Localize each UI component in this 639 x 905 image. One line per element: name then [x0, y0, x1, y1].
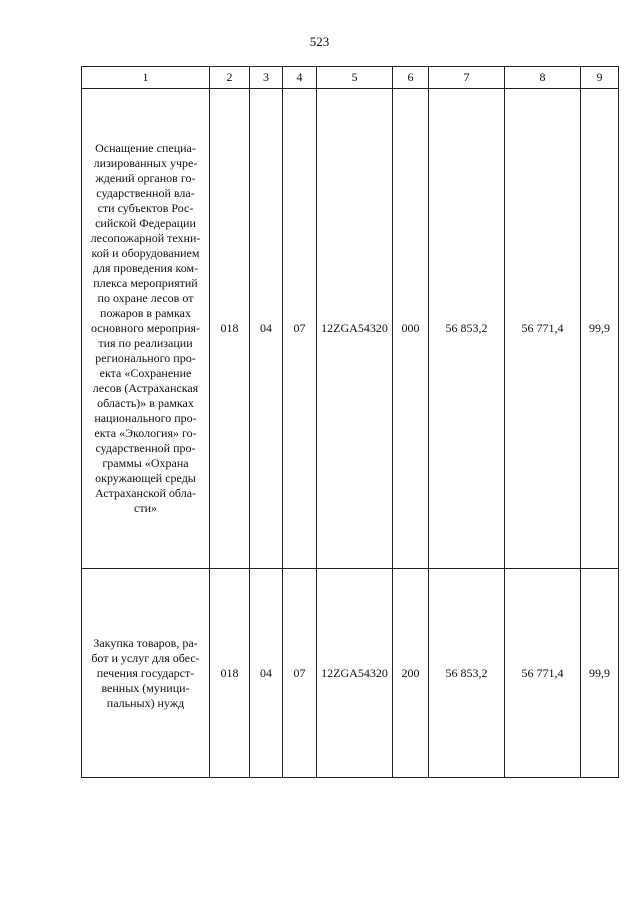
budget-table — [81, 66, 619, 778]
row-name-cell — [82, 89, 210, 569]
section-code-cell: 04 — [250, 569, 283, 778]
actual-amount-cell: 56 771,4 — [505, 569, 581, 778]
expense-type-cell: 200 — [393, 569, 429, 778]
percent-cell: 99,9 — [581, 89, 619, 569]
subsection-code-cell: 07 — [283, 569, 317, 778]
planned-amount-cell: 56 853,2 — [429, 569, 505, 778]
column-header-9: 9 — [581, 67, 619, 89]
target-article-cell: 12ZGA54320 — [317, 89, 393, 569]
row-name-text: Оснащение специа- лизированных учре- ждений органов го- сударственной вла- сти субъектов Рос- сийской Федерации лесопожарной техни- кой и оборудованием для проведения ком- плекса мероприятий по охране лесов от пожаров в рамках основного мероприя- тия по реализации регионального про- екта «Сохранение лесов (Астраханская область)» в рамках национального про- екта «Экология» го- сударственной про- граммы «Охрана окружающей среды Астраханской обла- сти» — [90, 141, 201, 515]
column-header-7: 7 — [429, 67, 505, 89]
column-header-1: 1 — [82, 67, 210, 89]
column-header-5: 5 — [317, 67, 393, 89]
column-header-6: 6 — [393, 67, 429, 89]
row-name-cell — [82, 569, 210, 778]
ministry-code-cell: 018 — [210, 569, 250, 778]
ministry-code-cell: 018 — [210, 89, 250, 569]
column-header-8: 8 — [505, 67, 581, 89]
section-code-cell: 04 — [250, 89, 283, 569]
planned-amount-cell: 56 853,2 — [429, 89, 505, 569]
target-article-cell: 12ZGA54320 — [317, 569, 393, 778]
column-header-2: 2 — [210, 67, 250, 89]
column-header-4: 4 — [283, 67, 317, 89]
table-row — [82, 569, 619, 778]
column-header-3: 3 — [250, 67, 283, 89]
table-row — [82, 89, 619, 569]
header-row — [82, 67, 619, 89]
row-name-text: Закупка товаров, ра- бот и услуг для обес- печения государст- венных (муници- пальных) нужд — [91, 635, 200, 710]
actual-amount-cell: 56 771,4 — [505, 89, 581, 569]
subsection-code-cell: 07 — [283, 89, 317, 569]
expense-type-cell: 000 — [393, 89, 429, 569]
percent-cell: 99,9 — [581, 569, 619, 778]
page-number: 523 — [309, 34, 330, 49]
